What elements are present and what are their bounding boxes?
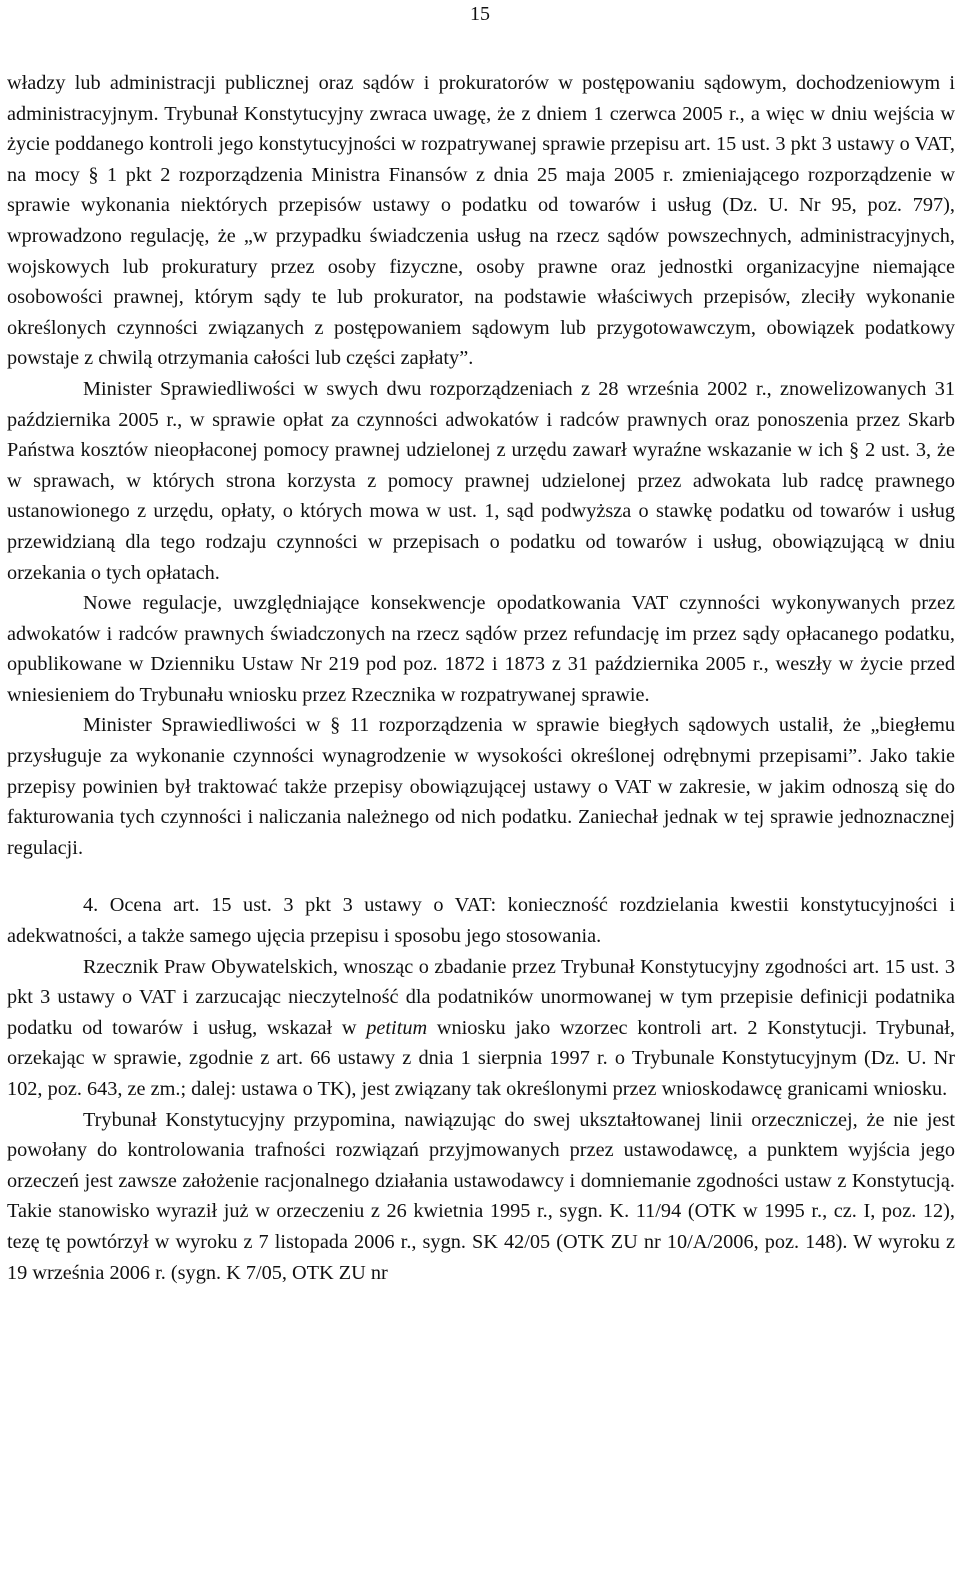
paragraph-rzecznik-part-1: Rzecznik Praw Obywatelskich, wnosząc o zbadanie przez Trybunał Konstytucyjny zgodności art. 15 ust. 3 pkt 3 ustawy o VAT i zarzucając nieczytelność dla podatników unormowanej w tym przepisie definicji podatnika podatku od towarów i usług, wskazał w [7,955,955,1039]
document-body [7,68,955,1288]
paragraph-nowe-regulacje: Nowe regulacje, uwzględniające konsekwencje opodatkowania VAT czynności wykonywanych przez adwokatów i radców prawnych świadczonych na rzecz sądów przez refundację im przez sądy opłacanego podatku, opublikowane w Dzienniku Ustaw Nr 219 pod poz. 1872 i 1873 z 31 października 2005 r., weszły w życie przed wniesieniem do Trybunału wniosku przez Rzecznika w rozpatrywanej sprawie. [7,592,955,706]
paragraph-minister-rozporzadzenia: Minister Sprawiedliwości w swych dwu rozporządzeniach z 28 września 2002 r., znowelizowanych 31 października 2005 r., w sprawie opłat za czynności adwokatów i radców prawnych oraz ponoszenia przez Skarb Państwa kosztów nieopłaconej pomocy prawnej udzielonej z urzędu zawarł wyraźne wskazanie w ich § 2 ust. 3, że w sprawach, w których strona korzysta z pomocy prawnej udzielonej przez adwokata lub radcę prawnego ustanowionego z urzędu, opłaty, o których mowa w ust. 1, sąd podwyższa o stawkę podatku od towarów i usług przewidzianą dla tego rodzaju czynności w przepisach o podatku od towarów i usług, obowiązującą w dniu orzekania o tych opłatach. [7,377,955,584]
page-number: 15 [470,3,490,25]
paragraph-rzecznik [7,952,955,1105]
italic-term-petitum: petitum [366,1016,428,1039]
section-heading-4: 4. Ocena art. 15 ust. 3 pkt 3 ustawy o VAT: konieczność rozdzielania kwestii konstytucyjności i adekwatności, a także samego ujęcia przepisu i sposobu jego stosowania. [7,894,955,948]
paragraph-biegli-sadowi: Minister Sprawiedliwości w § 11 rozporządzenia w sprawie biegłych sądowych ustalił, że „biegłemu przysługuje za wykonanie czynności wynagrodzenie w wysokości określonej odrębnymi przepisami”. Jako takie przepisy powinien był traktować także przepisy obowiązującej ustawy o VAT w zakresie, w jakim odnoszą się do fakturowania tych czynności i naliczania należnego od nich podatku. Zaniechał jednak w tej sprawie jednoznacznej regulacji. [7,714,955,859]
paragraph-continuation: władzy lub administracji publicznej oraz sądów i prokuratorów w postępowaniu sądowym, dochodzeniowym i administracyjnym. Trybunał Konstytucyjny zwraca uwagę, że z dniem 1 czerwca 2005 r., a więc w dniu wejścia w życie poddanego kontroli jego konstytucyjności w rozpatrywanej sprawie przepisu art. 15 ust. 3 pkt 3 ustawy o VAT, na mocy § 1 pkt 2 rozporządzenia Ministra Finansów z dnia 25 maja 2005 r. zmieniającego rozporządzenie w sprawie wykonania niektórych przepisów ustawy o podatku od towarów i usług (Dz. U. Nr 95, poz. 797), wprowadzono regulację, że „w przypadku świadczenia usług na rzecz sądów powszechnych, administracyjnych, wojskowych lub prokuratury przez osoby fizyczne, osoby prawne oraz jednostki organizacyjne niemające osobowości prawnej, którym sądy te lub prokurator, na podstawie właściwych przepisów, zleciły wykonanie określonych czynności związanych z postępowaniem sądowym lub przygotowawczym, obowiązek podatkowy powstaje z chwilą otrzymania całości lub części zapłaty”. [7,72,955,370]
paragraph-trybunal-przypomina: Trybunał Konstytucyjny przypomina, nawiązując do swej ukształtowanej linii orzeczniczej, że nie jest powołany do kontrolowania trafności rozwiązań przyjmowanych przez ustawodawcę, a punktem wyjścia jego orzeczeń jest zawsze założenie racjonalnego działania ustawodawcy i domniemanie zgodności ustaw z Konstytucją. Takie stanowisko wyraził już w orzeczeniu z 26 kwietnia 1995 r., sygn. K. 11/94 (OTK w 1995 r., cz. I, poz. 12), tezę tę powtórzył w wyroku z 7 listopada 2006 r., sygn. SK 42/05 (OTK ZU nr 10/A/2006, poz. 148). W wyroku z 19 września 2006 r. (sygn. K 7/05, OTK ZU nr [7,1108,955,1284]
paragraph-rzecznik-part-2: wniosku jako wzorzec kontroli art. 2 Konstytucji. Trybunał, orzekając w sprawie, zgodnie z art. 66 ustawy z dnia 1 sierpnia 1997 r. o Trybunale Konstytucyjnym (Dz. U. Nr 102, poz. 643, ze zm.; dalej: ustawa o TK), jest związany tak określonymi przez wnioskodawcę granicami wniosku. [7,1016,955,1100]
